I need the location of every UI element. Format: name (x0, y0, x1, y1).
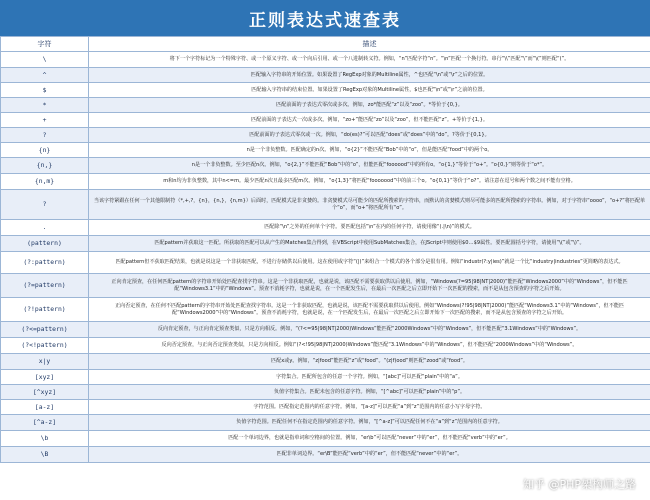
row-description: 匹配一个单词边界，也就是指单词和空格间的位置。例如，“er\b”可以匹配“never”中的“er”，但不能匹配“verb”中的“er”。 (89, 431, 650, 447)
row-description: 反向否定预查，与正向否定预查类似，只是方向相反。例如“(?<!95|98|NT|2000)Windows”能匹配“3.1Windows”中的“Windows”，但不能匹配“2000Windows”中的“Windows”。 (89, 338, 650, 354)
table-row (1, 52, 650, 68)
row-symbol: ? (1, 190, 89, 220)
row-description: 匹配输入字符串的开始位置。如果设置了RegExp对象的Multiline属性，^也匹配“\n”或“\r”之后的位置。 (89, 68, 650, 83)
row-description: 匹配前面的子表达式一次或多次。例如，“zo+”能匹配“zo”以及“zoo”，但不能匹配“z”。+等价于{1,}。 (89, 113, 650, 128)
row-symbol: [a-z] (1, 400, 89, 415)
watermark: 知乎 @PHP架构师之路 (522, 478, 636, 491)
table-header-row (1, 37, 650, 52)
row-description: 匹配除“\n”之外的任何单个字符。要匹配包括“\n”在内的任何字符，请使用像“(.|\n)”的模式。 (89, 220, 650, 236)
row-symbol: [^xyz] (1, 385, 89, 400)
table-row (1, 158, 650, 174)
table-row (1, 415, 650, 431)
row-description: 匹配x或y。例如，“z|food”能匹配“z”或“food”。“(z|f)ood”则匹配“zood”或“food”。 (89, 354, 650, 370)
table-row (1, 128, 650, 143)
row-symbol: x|y (1, 354, 89, 370)
row-description: 正向否定预查，在任何不匹配pattern的字符串开始处匹配查找字符串。这是一个非获取匹配，也就是说，该匹配不需要获取供以后使用。例如“Windows(?!95|98|NT|2000)”能匹配“Windows3.1”中的“Windows”，但不能匹配“Windows2000”中的“Windows”。预查不消耗字符，也就是说，在一个匹配发生后，在最后一次匹配之后立即开始下一次匹配的搜索，而不是从包含预查的字符之后开始。 (89, 298, 650, 322)
row-symbol: (pattern) (1, 236, 89, 252)
table-row (1, 400, 650, 415)
table-row (1, 98, 650, 113)
row-symbol: (?!pattern) (1, 298, 89, 322)
row-symbol: ^ (1, 68, 89, 83)
row-symbol: (?:pattern) (1, 252, 89, 274)
table-row (1, 354, 650, 370)
row-symbol: \b (1, 431, 89, 447)
row-description: 反向肯定预查，与正向肯定预查类似，只是方向相反。例如，“(?<=95|98|NT|2000)Windows”能匹配“2000Windows”中的“Windows”，但不能匹配“3.1Windows”中的“Windows”。 (89, 322, 650, 338)
column-header-symbol: 字符 (1, 37, 89, 52)
table-row (1, 83, 650, 98)
table-row (1, 113, 650, 128)
table-row (1, 322, 650, 338)
table-row (1, 385, 650, 400)
table-row (1, 252, 650, 274)
row-description: n是一个非负整数。至少匹配n次。例如，“o{2,}”不能匹配“Bob”中的“o”，但能匹配“foooood”中的所有o。“o{1,}”等价于“o+”。“o{0,}”则等价于“o*”。 (89, 158, 650, 174)
column-header-description: 描述 (89, 37, 650, 52)
row-description: 匹配前面的子表达式零次或一次。例如，“do(es)?”可以匹配“does”或“does”中的“do”。?等价于{0,1}。 (89, 128, 650, 143)
row-description: 匹配非单词边界。“er\B”能匹配“verb”中的“er”，但不能匹配“never”中的“er”。 (89, 447, 650, 463)
table-row (1, 274, 650, 298)
row-symbol: \ (1, 52, 89, 68)
table-row (1, 431, 650, 447)
table-row (1, 447, 650, 463)
row-symbol: \B (1, 447, 89, 463)
table-row (1, 370, 650, 385)
table-row (1, 298, 650, 322)
row-description: 匹配输入字符串的结束位置。如果设置了RegExp对象的Multiline属性，$也匹配“\n”或“\r”之前的位置。 (89, 83, 650, 98)
table-row (1, 143, 650, 158)
row-description: 匹配前面的子表达式零次或多次。例如，zo*能匹配“z”以及“zoo”。*等价于{0,}。 (89, 98, 650, 113)
row-description: 负值字符范围。匹配任何不在指定范围内的任意字符。例如，“[^a-z]”可以匹配任何不在“a”到“z”范围内的任意字符。 (89, 415, 650, 431)
table-row (1, 174, 650, 190)
row-symbol: {n,m} (1, 174, 89, 190)
row-symbol: $ (1, 83, 89, 98)
row-description: 匹配pattern并获取这一匹配。所获取的匹配可以从产生的Matches集合得到，在VBScript中使用SubMatches集合，在JScript中则使用$0…$9属性。要匹配圆括号字符，请使用“\(”或“\)”。 (89, 236, 650, 252)
row-symbol: [^a-z] (1, 415, 89, 431)
row-description: 当该字符紧跟在任何一个其他限制符（*,+,?，{n}，{n,}，{n,m}）后面时，匹配模式是非贪婪的。非贪婪模式尽可能少的匹配所搜索的字符串，而默认的贪婪模式则尽可能多的匹配所搜索的字符串。例如，对于字符串“oooo”，“o+?”将匹配单个“o”，而“o+”将匹配所有“o”。 (89, 190, 650, 220)
row-symbol: (?<!pattern) (1, 338, 89, 354)
row-description: n是一个非负整数。匹配确定的n次。例如，“o{2}”不能匹配“Bob”中的“o”，但是能匹配“food”中的两个o。 (89, 143, 650, 158)
table-row (1, 68, 650, 83)
row-description: 匹配pattern但不获取匹配结果，也就是说这是一个非获取匹配，不进行存储供以后使用。这在使用或字符“(|)”来组合一个模式的各个部分是很有用。例如“industr(?:y|ies)”就是一个比“industry|industries”更简略的表达式。 (89, 252, 650, 274)
row-symbol: ? (1, 128, 89, 143)
table-body (1, 52, 650, 463)
row-symbol: {n} (1, 143, 89, 158)
row-symbol: (?=pattern) (1, 274, 89, 298)
table-row (1, 236, 650, 252)
table-row (1, 220, 650, 236)
page-title: 正则表达式速查表 (0, 0, 650, 36)
row-description: 字符集合。匹配所包含的任意一个字符。例如，“[abc]”可以匹配“plain”中的“a”。 (89, 370, 650, 385)
row-description: 将下一个字符标记为一个特殊字符、或一个原义字符、或一个向后引用、或一个八进制转义符。例如，“n”匹配字符“n”。“\n”匹配一个换行符。串行“\\”匹配“\”而“\(”则匹配“(”。 (89, 52, 650, 68)
table-row (1, 190, 650, 220)
row-description: m和n均为非负整数，其中n<=m。最少匹配n次且最多匹配m次。例如，“o{1,3}”将匹配“fooooood”中的前三个o。“o{0,1}”等价于“o?”。请注意在逗号和两个数之间不能有空格。 (89, 174, 650, 190)
row-symbol: {n,} (1, 158, 89, 174)
row-symbol: + (1, 113, 89, 128)
row-symbol: [xyz] (1, 370, 89, 385)
row-symbol: (?<=pattern) (1, 322, 89, 338)
row-description: 字符范围。匹配指定范围内的任意字符。例如，“[a-z]”可以匹配“a”到“z”范围内的任意小写字母字符。 (89, 400, 650, 415)
row-description: 正向肯定预查，在任何匹配pattern的字符串开始处匹配查找字符串。这是一个非获取匹配，也就是说，该匹配不需要获取供以后使用。例如，“Windows(?=95|98|NT|2000)”能匹配“Windows2000”中的“Windows”，但不能匹配“Windows3.1”中的“Windows”。预查不消耗字符，也就是说，在一个匹配发生后，在最后一次匹配之后立即开始下一次匹配的搜索，而不是从包含预查的字符之后开始。 (89, 274, 650, 298)
row-symbol: * (1, 98, 89, 113)
row-symbol: . (1, 220, 89, 236)
table-row (1, 338, 650, 354)
row-description: 负值字符集合。匹配未包含的任意字符。例如，“[^abc]”可以匹配“plain”中的“p”。 (89, 385, 650, 400)
regex-cheatsheet-table (0, 36, 650, 463)
